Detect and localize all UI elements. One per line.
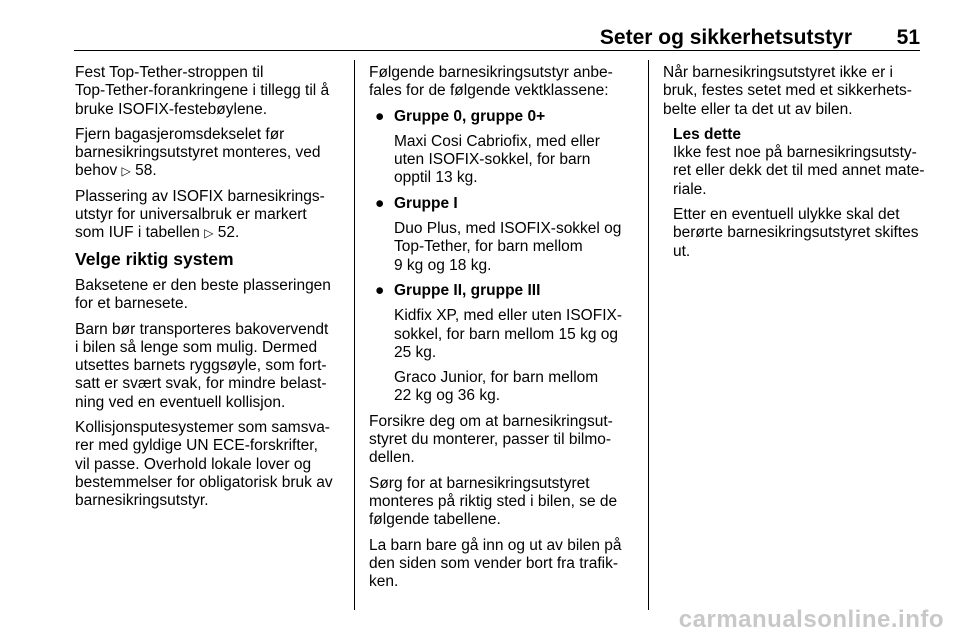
paragraph: Fjern bagasjeromsdekselet før barnesikringsutstyret monteres, ved behov ▷ 58. [75,125,321,180]
column-divider [354,60,355,610]
bullet-icon: ● [375,194,385,212]
list-item [369,282,637,406]
list-item-text: Graco Junior, for barn mellom 22 kg og 36 kg. [394,369,599,405]
paragraph: Sørg for at barnesikringsutstyret monteres på riktig sted i bilen, se de følgende tabellene. [369,474,618,529]
list-item [369,195,637,275]
note-box [663,126,931,261]
paragraph: Barn bør transporteres bakovervendt i bilen så lenge som mulig. Dermed utsettes barnets ryggsøyle, som fort- satt er svært svak, for mindre belast- ning ved en eventuell kollisjon. [75,320,329,411]
bullet-icon: ● [375,281,385,299]
paragraph: Fest Top-Tether-stroppen til Top-Tether-forankringene i tillegg til å bruke ISOFIX-festebøylene. [75,64,330,118]
column-2 [369,64,637,598]
section-heading: Velge riktig system [75,248,234,269]
paragraph: Følgende barnesikringsutstyr anbe- fales for de følgende vektklassene: [369,64,613,100]
list-item-text: Duo Plus, med ISOFIX-sokkel og Top-Tether, for barn mellom 9 kg og 18 kg. [394,220,622,274]
paragraph: La barn bare gå inn og ut av bilen på den siden som vender bort fra trafik- ken. [369,536,622,591]
list-item-title: Gruppe 0, gruppe 0+ [394,107,546,125]
page-reference[interactable]: 52. [217,224,240,242]
column-1 [75,64,343,518]
note-heading: Les dette [673,125,742,143]
paragraph: Plassering av ISOFIX barnesikrings- utstyr for universalbruk er markert som IUF i tabellen ▷ 52. [75,187,325,242]
section-title: Seter og sikkerhetsutstyr [599,26,852,49]
page-reference[interactable]: 58. [135,162,157,180]
arrow-reference-icon[interactable]: ▷ [204,226,214,241]
watermark: carmanualsonline.info [678,606,944,633]
list-item-title: Gruppe II, gruppe III [394,281,541,299]
note-text: Ikke fest noe på barnesikringsutsty- ret eller dekk det til med annet mate- riale. [673,144,925,198]
bullet-icon: ● [375,107,385,125]
paragraph: Forsikre deg om at barnesikringsut- styret du monterer, passer til bilmo- dellen. [369,412,613,467]
column-3 [663,64,931,268]
column-divider [648,60,649,610]
arrow-reference-icon[interactable]: ▷ [121,164,131,179]
paragraph: Baksetene er den beste plasseringen for et barnesete. [75,276,331,313]
list-item [369,108,637,188]
paragraph: Når barnesikringsutstyret ikke er i bruk, festes setet med et sikkerhets- belte eller ta det ut av bilen. [663,64,912,118]
paragraph: Kollisjonsputesystemer som samsva- rer med gyldige UN ECE-forskrifter, vil passe. Overhold lokale lover og bestemmelser for obligatorisk bruk av barnesikringsutstyr. [75,419,333,510]
page-header [74,24,920,51]
page-number: 51 [896,26,920,49]
list-item-text: Kidfix XP, med eller uten ISOFIX- sokkel, for barn mellom 15 kg og 25 kg. [394,307,623,361]
list-item-text: Maxi Cosi Cabriofix, med eller uten ISOFIX-sokkel, for barn opptil 13 kg. [394,132,600,187]
note-text: Etter en eventuell ulykke skal det berørte barnesikringsutstyret skiftes ut. [673,206,919,260]
list-item-title: Gruppe I [394,194,458,212]
